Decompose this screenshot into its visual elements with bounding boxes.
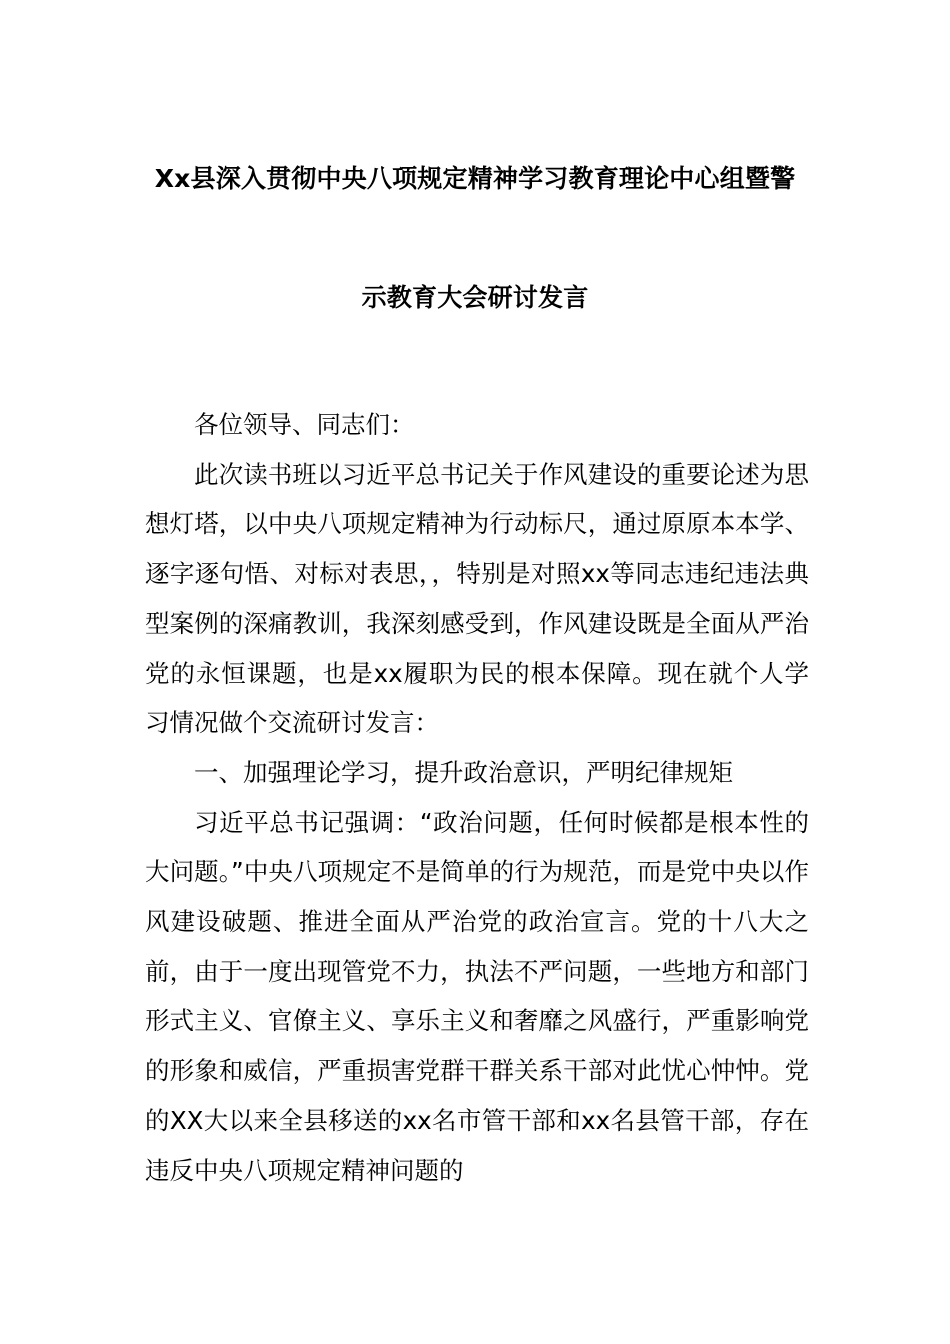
document-title-line-2: 示教育大会研讨发言 [361,283,589,312]
intro-paragraph: 此次读书班以习近平总书记关于作风建设的重要论述为思想灯塔，以中央八项规定精神为行动标尺，通过原原本本学、逐字逐句悟、对标对表思，，特别是对照xx等同志违纪违法典型案例的深痛教训，我深刻感受到，作风建设既是全面从严治党的永恒课题，也是xx履职为民的根本保障。现在就个人学习情况做个交流研讨发言： [145,459,809,738]
body-paragraph: 习近平总书记强调：“政治问题，任何时候都是根本性的大问题。”中央八项规定不是简单的行为规范，而是党中央以作风建设破题、推进全面从严治党的政治宣言。党的十八大之前，由于一度出现管党不力，执法不严问题，一些地方和部门形式主义、官僚主义、享乐主义和奢靡之风盛行，严重影响党的形象和威信，严重损害党群干群关系干部对此忧心忡忡。党的XX大以来全县移送的xx名市管干部和xx名县管干部，存在违反中央八项规定精神问题的 [145,807,809,1185]
document-body [145,400,809,1195]
salutation-paragraph: 各位领导、同志们： [194,410,415,439]
section-heading-1: 一、加强理论学习，提升政治意识，严明纪律规矩 [194,757,733,787]
document-title-line-1: Xx县深入贯彻中央八项规定精神学习教育理论中心组暨警 [154,164,796,193]
